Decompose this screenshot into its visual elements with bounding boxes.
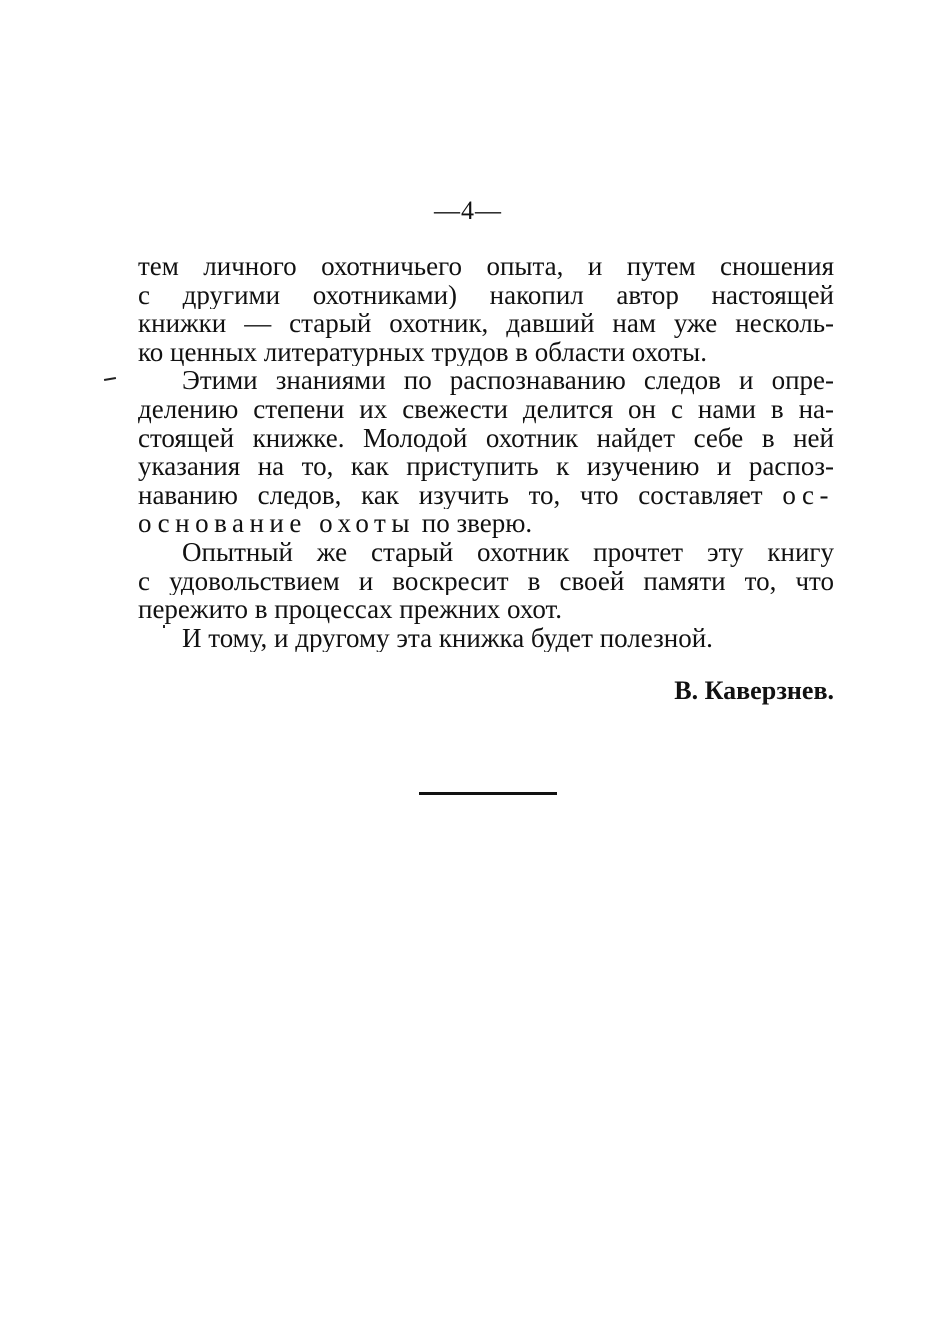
text-line-8: указания на то, как приступить к изучению и распоз- (138, 452, 834, 481)
text-line-13: пережито в процессах прежних охот. (138, 595, 562, 624)
text-line-10 (138, 509, 834, 538)
text-line-10-main: по зверю. (415, 509, 533, 538)
text-line-10-spaced: основание охоты (138, 509, 415, 538)
text-line-9 (138, 481, 834, 510)
text-line-11: Опытный же старый охотник прочтет эту книгу (182, 537, 834, 567)
author-signature: В. Каверзнев. (674, 676, 834, 705)
section-divider (419, 792, 557, 795)
text-line-12: с удовольствием и воскресит в своей памяти то, что (138, 566, 834, 596)
text-line-7: стоящей книжке. Молодой охотник найдет себе в ней (138, 423, 834, 453)
scan-speck-dash (104, 377, 116, 381)
text-line-14: И тому, и другому эта книжка будет полезной. (182, 623, 713, 653)
scan-speck-dot (163, 625, 165, 628)
text-line-9-spaced: ос- (782, 480, 834, 510)
text-line-2: с другими охотниками) накопил автор настоящей (138, 280, 834, 310)
text-line-6: делению степени их свежести делится он с нами в на- (138, 394, 834, 424)
text-line-3: книжки — старый охотник, давший нам уже несколь- (138, 309, 834, 338)
text-line-1: тем личного охотничьего опыта, и путем сношения (138, 252, 834, 281)
text-line-4: ко ценных литературных трудов в области охоты. (138, 337, 707, 367)
page-number: —4— (434, 196, 502, 225)
body-text (138, 252, 834, 652)
text-line-5: Этими знаниями по распознаванию следов и опре- (182, 366, 834, 395)
text-line-9-main: наванию следов, как изучить то, что составляет (138, 480, 783, 510)
